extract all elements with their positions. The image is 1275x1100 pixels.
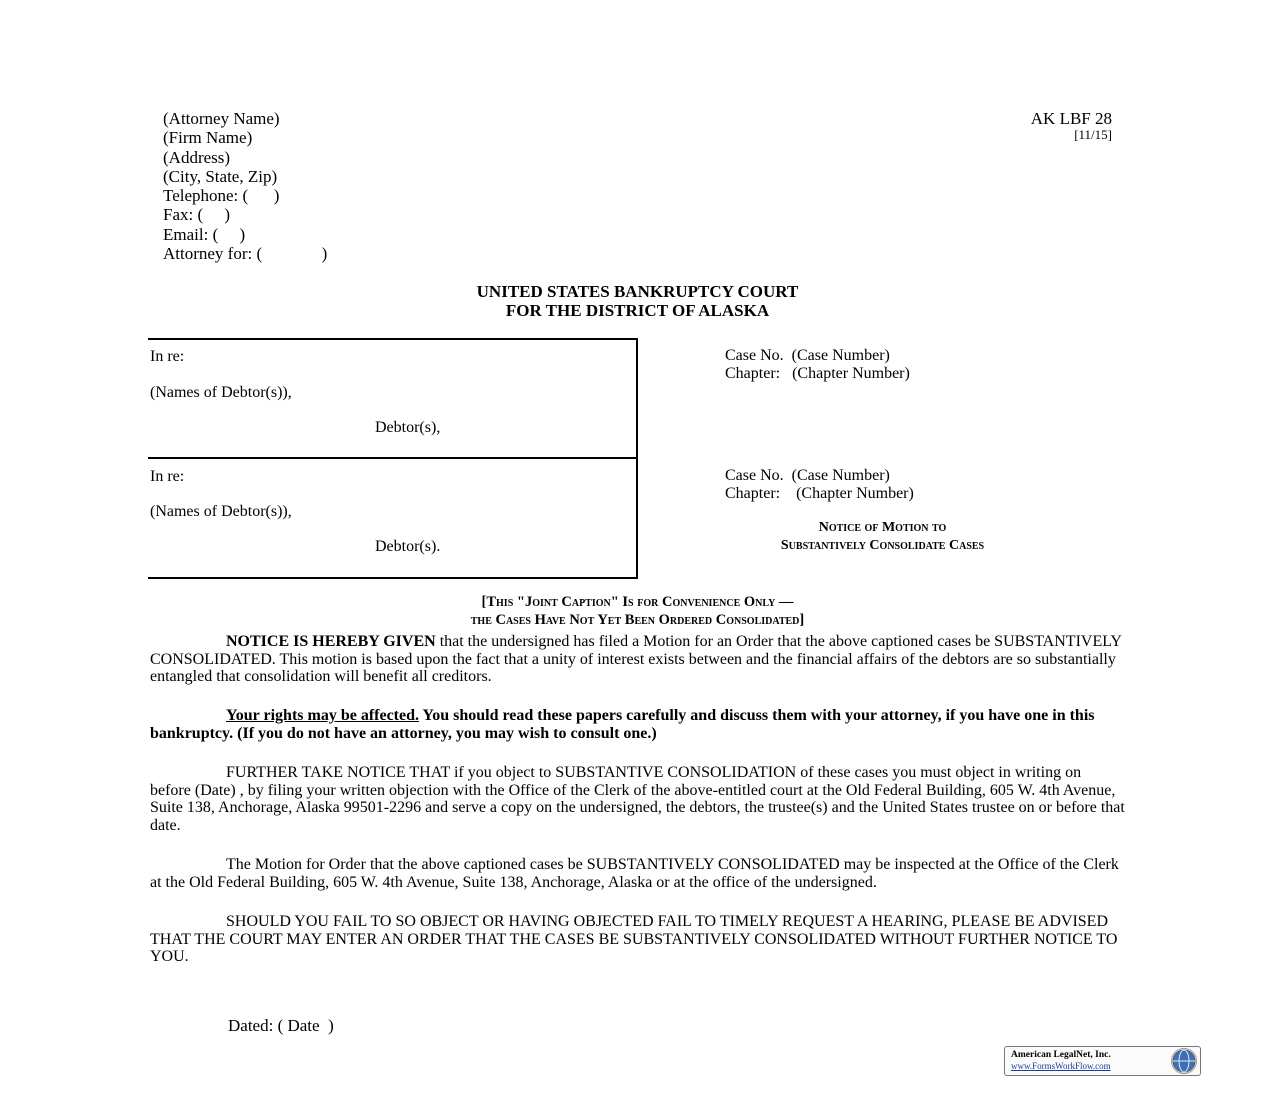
notice-title-line-2: Substantively Consolidate Cases	[780, 538, 985, 553]
caption-box-1	[148, 338, 638, 458]
joint-caption-note	[150, 593, 1125, 629]
paragraph-objection	[150, 764, 1125, 834]
court-line-2: FOR THE DISTRICT OF ALASKA	[505, 301, 770, 320]
chapter-number: Chapter: (Chapter Number)	[725, 365, 910, 382]
globe-icon	[1171, 1048, 1197, 1074]
form-revision: [11/15]	[1074, 127, 1112, 142]
city-state-zip: (City, State, Zip)	[163, 166, 278, 186]
dated-line: Dated: ( Date )	[228, 1016, 334, 1035]
inspection-text: The Motion for Order that the above captioned cases be SUBSTANTIVELY CONSOLIDATED may be inspected at the Office of the Clerk at the Old Federal Building, 605 W. 4th Avenue, Suite 138, Anchorage, Alaska or at the office of the undersigned.	[150, 856, 1119, 891]
rights-text: You should read these papers carefully and discuss them with your attorney, if you have one in this bankruptcy. (If you do not have an attorney, you may wish to consult one.)	[150, 707, 1095, 742]
paragraph-rights	[150, 707, 1125, 742]
attorney-for: Attorney for: ( )	[163, 244, 328, 264]
notice-title	[640, 519, 1125, 555]
objection-text: FURTHER TAKE NOTICE THAT if you object to SUBSTANTIVE CONSOLIDATION of these cases you must object in writing on before (Date) , by filing your written objection with the Office of the Clerk of the above-entitled court at the Old Federal Building, 605 W. 4th Avenue, Suite 138, Anchorage, Alaska 99501-2296 and serve a copy on the undersigned, the debtors, the trustee(s) and the United States trustee on or before that date.	[150, 764, 1125, 834]
logo-company-name: American LegalNet, Inc.	[1011, 1050, 1111, 1060]
joint-caption-line-2: the Cases Have Not Yet Been Ordered Consolidated]	[470, 612, 805, 628]
footer-logo[interactable]	[1004, 1046, 1201, 1076]
fax: Fax: ( )	[163, 205, 231, 225]
logo-website-link[interactable]: www.FormsWorkFlow.com	[1011, 1061, 1111, 1071]
paragraph-notice	[150, 633, 1125, 686]
joint-caption-line-1: [This "Joint Caption" Is for Convenience Only —	[481, 594, 794, 610]
in-re-label: In re:	[150, 468, 185, 485]
notice-title-line-1: Notice of Motion to	[818, 520, 947, 535]
court-line-1: UNITED STATES BANKRUPTCY COURT	[476, 282, 799, 301]
debtor-names: (Names of Debtor(s)),	[150, 384, 292, 401]
case-info-2	[725, 467, 914, 503]
paragraph-inspection	[150, 856, 1125, 891]
attorney-name: (Attorney Name)	[163, 109, 280, 128]
form-id	[1031, 109, 1112, 142]
form-code: AK LBF 28	[1030, 109, 1112, 128]
attorney-block	[163, 109, 327, 263]
debtor-label: Debtor(s).	[375, 538, 441, 555]
in-re-label: In re:	[150, 348, 185, 365]
email: Email: ( )	[163, 224, 246, 244]
court-heading	[150, 282, 1125, 320]
warning-text: SHOULD YOU FAIL TO SO OBJECT OR HAVING OBJECTED FAIL TO TIMELY REQUEST A HEARING, PLEASE BE ADVISED THAT THE COURT MAY ENTER AN ORDER THAT THE CASES BE SUBSTANTIVELY CONSOLIDATED WITHOUT FURTHER NOTICE TO YOU.	[150, 913, 1118, 965]
case-info-1	[725, 347, 910, 383]
chapter-number: Chapter: (Chapter Number)	[725, 485, 914, 502]
address: (Address)	[163, 147, 231, 167]
debtor-label: Debtor(s),	[375, 419, 441, 436]
rights-lead: Your rights may be affected.	[226, 707, 420, 724]
case-number: Case No. (Case Number)	[725, 467, 890, 484]
firm-name: (Firm Name)	[163, 128, 253, 148]
case-number: Case No. (Case Number)	[725, 347, 890, 364]
telephone: Telephone: ( )	[163, 186, 280, 206]
notice-lead: NOTICE IS HEREBY GIVEN	[226, 633, 436, 650]
caption-box-2	[148, 457, 638, 579]
debtor-names: (Names of Debtor(s)),	[150, 503, 292, 520]
paragraph-warning	[150, 913, 1125, 966]
notice-text: that the undersigned has filed a Motion for an Order that the above captioned cases be SUBSTANTIVELY CONSOLIDATED. This motion is based upon the fact that a unity of interest exists between and the financial affairs of the debtors are so substantially entangled that consolidation will benefit all creditors.	[150, 633, 1122, 685]
